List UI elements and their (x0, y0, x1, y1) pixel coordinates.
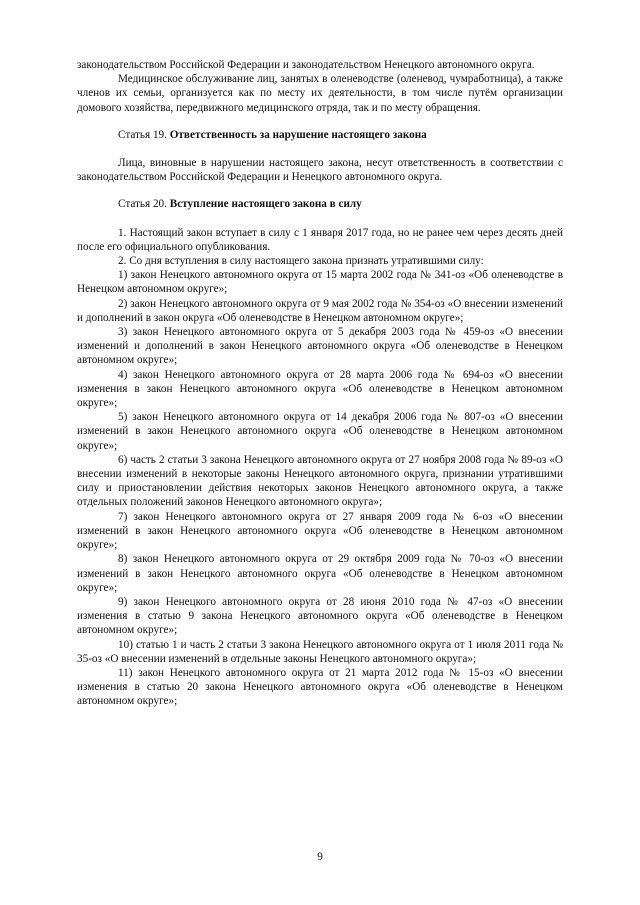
repeal-list-item: 10) статью 1 и часть 2 статьи 3 закона Ненецкого автономного округа от 1 июля 2011 года № 35-оз «О внесении изменений в отдельные законы Ненецкого автономного округа»; (77, 638, 563, 665)
article-19-heading (77, 128, 563, 142)
page-number: 9 (317, 851, 323, 863)
repeal-list-item: 1) закон Ненецкого автономного округа от 15 марта 2002 года № 341-оз «Об оленеводстве в Ненецком автономном округе»; (77, 269, 563, 296)
article-20-title: Вступление настоящего закона в силу (169, 198, 362, 211)
document-page (77, 58, 563, 709)
repeal-list-item: 5) закон Ненецкого автономного округа от 14 декабря 2006 года № 807-оз «О внесении изменений в закон Ненецкого автономного округа «Об оленеводстве в Ненецком автономном округе»; (77, 411, 563, 452)
repeal-list-item: 9) закон Ненецкого автономного округа от 28 июня 2010 года № 47-оз «О внесении изменения в статью 9 закона Ненецкого автономного округа «Об оленеводстве в Ненецком автономном округе»; (77, 595, 563, 637)
paragraph-liability: Лица, виновные в нарушении настоящего закона, несут ответственность в соответствии с законодательством Российской Федерации и Ненецкого автономного округа. (77, 157, 563, 184)
paragraph-entry-into-force: 1. Настоящий закон вступает в силу с 1 января 2017 года, но не ранее чем через десять дней после его официального опубликования. (77, 226, 563, 253)
article-19-title: Ответственность за нарушение настоящего закона (169, 128, 427, 141)
article-20-number: Статья 20. (118, 198, 170, 211)
repeal-list-item: 6) часть 2 статьи 3 закона Ненецкого автономного округа от 27 ноября 2008 года № 89-оз «О внесении изменений в некоторые законы Ненецкого автономного округа, признании утратившими силу и приостановлении действия некоторых законов Ненецкого автономного округа, а также отдельных положений законов Ненецкого автономного округа»; (77, 453, 563, 509)
repeal-list-item: 2) закон Ненецкого автономного округа от 9 мая 2002 года № 354-оз «О внесении изменений и дополнений в закон округа «Об оленеводстве в Ненецком автономном округе»; (77, 297, 563, 324)
continued-paragraph: законодательством Российской Федерации и законодательством Ненецкого автономного округа. (77, 59, 535, 71)
repeal-list-item: 3) закон Ненецкого автономного округа от 5 декабря 2003 года № 459-оз «О внесении изменений и дополнений в закон Ненецкого автономного округа «Об оленеводстве в Ненецком автономном округе»; (77, 326, 563, 367)
repeal-list-item: 11) закон Ненецкого автономного округа от 21 марта 2012 года № 15-оз «О внесении изменения в статью 20 закона Ненецкого автономного округа «Об оленеводстве в Ненецком автономном округе»; (77, 666, 563, 708)
article-19-number: Статья 19. (118, 128, 170, 141)
repeal-list-item: 8) закон Ненецкого автономного округа от 29 октября 2009 года № 70-оз «О внесении изменений в закон Ненецкого автономного округа «Об оленеводстве в Ненецком автономном округе»; (77, 553, 563, 594)
article-20-heading (77, 197, 563, 211)
paragraph-repeal-intro: 2. Со дня вступления в силу настоящего закона признать утратившими силу: (118, 255, 484, 268)
paragraph-medical-service: Медицинское обслуживание лиц, занятых в оленеводстве (оленевод, чумработница), а также членов их семьи, организуется как по месту их деятельности, в том числе путём организации домового хозяйства, передвижного медицинского отряда, так и по месту обращения. (77, 73, 563, 114)
repeal-list-item: 4) закон Ненецкого автономного округа от 28 марта 2006 года № 694-оз «О внесении изменения в закон Ненецкого автономного округа «Об оленеводстве в Ненецком автономном округе»; (77, 368, 563, 410)
repeal-list-item: 7) закон Ненецкого автономного округа от 27 января 2009 года № 6-оз «О внесении изменений в закон Ненецкого автономного округа «Об оленеводстве в Ненецком автономном округе»; (77, 510, 563, 552)
